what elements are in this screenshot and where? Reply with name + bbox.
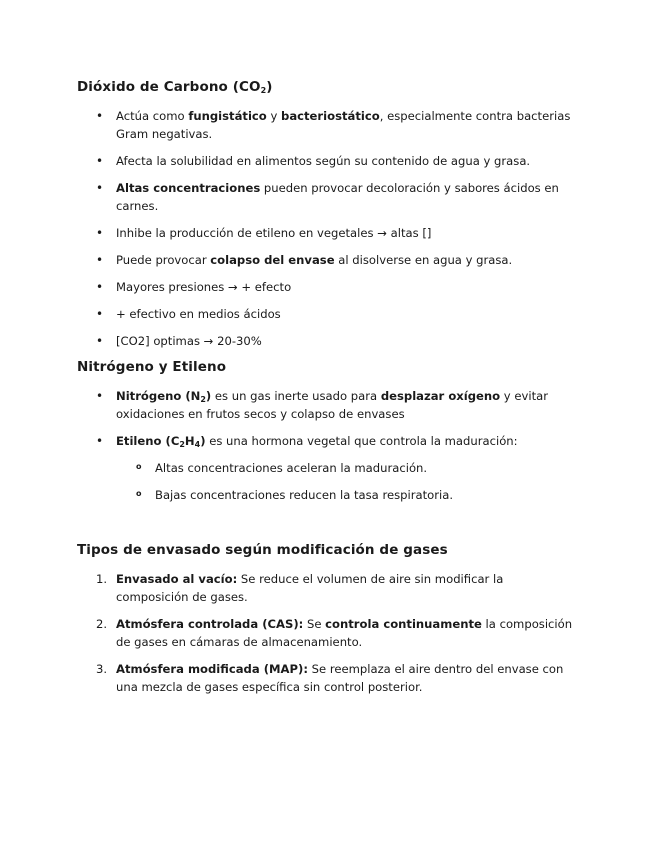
n2-sublist: [77, 459, 577, 504]
co2-item-2: • Afecta la solubilidad en alimentos según su contenido de agua y grasa.: [77, 152, 577, 170]
tipos-item-2: 2. Atmósfera controlada (CAS): Se controla continuamente la composición de gases en cámaras de almacenamiento.: [96, 617, 573, 649]
n2-item-1: • Nitrógeno $(N_2)$ es un gas inerte usado para desplazar oxígeno y evitar oxidaciones en frutos secos y colapso de envases: [77, 387, 577, 423]
co2-heading: [77, 79, 273, 95]
co2-heading-text: Dióxido de Carbono (CO: [77, 79, 261, 95]
co2-item-7: • + efectivo en medios ácidos: [77, 305, 577, 323]
n2-subitem-2: o Bajas concentraciones reducen la tasa respiratoria.: [77, 486, 577, 504]
tipos-list: [77, 570, 577, 696]
co2-heading-sub: 2: [260, 86, 267, 95]
n2-list: [77, 387, 577, 450]
co2-heading-suffix: ): [266, 79, 273, 95]
tipos-item-1: 1. Envasado al vacío: Se reduce el volumen de aire sin modificar la composición de gases.: [96, 572, 504, 604]
co2-list: [77, 107, 577, 350]
tipos-heading: Tipos de envasado según modificación de gases: [77, 542, 448, 558]
co2-item-1: • Actúa como fungistático y bacteriostático, especialmente contra bacterias Gram negativas.: [77, 107, 577, 143]
co2-item-5: • Puede provocar colapso del envase al disolverse en agua y grasa.: [77, 251, 577, 269]
n2-heading: Nitrógeno y Etileno: [77, 359, 227, 375]
n2-item-2: • Etileno $(C_2H_4)$ es una hormona vegetal que controla la maduración:: [77, 432, 577, 450]
co2-item-6: • Mayores presiones → + efecto: [77, 278, 577, 296]
tipos-item-3: 3. Atmósfera modificada (MAP): Se reemplaza el aire dentro del envase con una mezcla de gases específica sin control posterior.: [96, 662, 564, 694]
co2-item-4: • Inhibe la producción de etileno en vegetales → altas []: [77, 224, 577, 242]
co2-item-3: • Altas concentraciones pueden provocar decoloración y sabores ácidos en carnes.: [77, 179, 577, 215]
n2-subitem-1: o Altas concentraciones aceleran la maduración.: [77, 459, 577, 477]
co2-item-8: • [CO2] optimas → 20-30%: [77, 332, 577, 350]
